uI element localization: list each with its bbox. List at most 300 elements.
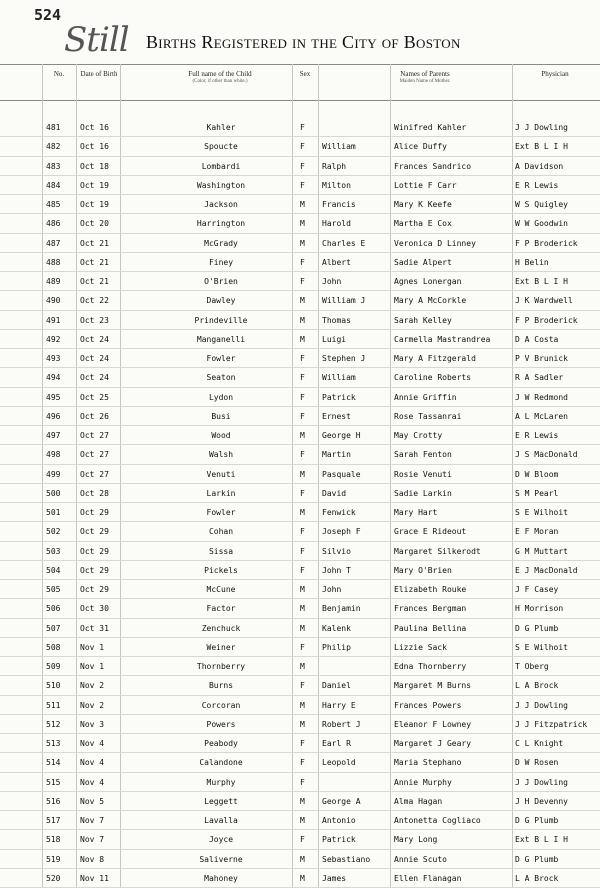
father-name: Milton — [322, 180, 351, 190]
birth-date: Nov 8 — [80, 854, 105, 864]
page-number: 524 — [34, 6, 62, 24]
child-name: Dawley — [206, 296, 236, 306]
child-name: Fowler — [206, 354, 236, 363]
record-number: 520 — [46, 873, 61, 883]
mother-name: Margaret M Burns — [394, 681, 472, 691]
mother-name: Frances Sandrico — [394, 161, 472, 171]
child-name: Walsh — [208, 450, 234, 460]
child-name: Peabody — [204, 739, 238, 748]
physician: E F Moran — [515, 527, 559, 537]
column-header-parents-label: Names of Parents — [400, 70, 450, 78]
birth-date: Oct 28 — [80, 488, 109, 498]
record-number: 495 — [46, 392, 61, 402]
table-row — [0, 157, 600, 176]
physician: J W Redmond — [515, 392, 568, 402]
child-name: Washington — [196, 180, 246, 190]
sex: F — [300, 450, 305, 460]
handwritten-title: Still — [64, 20, 129, 60]
child-name: Lavalla — [204, 816, 238, 825]
record-number: 498 — [46, 450, 61, 460]
child-name: Leggett — [204, 796, 238, 806]
birth-date: Oct 27 — [80, 469, 109, 479]
record-number: 484 — [46, 180, 61, 190]
birth-date: Oct 31 — [80, 623, 109, 633]
physician: L A Brock — [515, 681, 559, 691]
record-number: 490 — [46, 296, 61, 306]
father-name: Luigi — [322, 334, 347, 344]
birth-date: Nov 11 — [80, 873, 109, 883]
sex: M — [300, 854, 305, 864]
physician: Ext B L I H — [515, 277, 568, 286]
child-name: Powers — [206, 719, 236, 729]
record-number: 499 — [46, 469, 61, 479]
child-name: O'Brien — [204, 277, 238, 286]
sex: M — [300, 700, 305, 710]
mother-name: Maria Stephano — [394, 758, 462, 768]
sex: F — [300, 488, 305, 498]
mother-name: Elizabeth Rouke — [394, 585, 467, 594]
record-number: 511 — [46, 700, 61, 710]
father-name: John T — [322, 565, 351, 575]
mother-name: Carmella Mastrandrea — [394, 334, 491, 344]
father-name: Francis — [322, 200, 356, 209]
birth-date: Oct 21 — [80, 277, 109, 286]
table-row — [0, 753, 600, 772]
father-name: William — [322, 373, 356, 383]
mother-name: Annie Murphy — [394, 777, 452, 787]
table-row — [0, 272, 600, 291]
table-row — [0, 676, 600, 695]
father-name: Albert — [322, 257, 351, 267]
physician: J J Dowling — [515, 123, 568, 132]
sex: F — [300, 565, 305, 575]
child-name: Factor — [206, 604, 236, 614]
table-row — [0, 696, 600, 715]
record-number: 513 — [46, 739, 61, 748]
mother-name: Mary Long — [394, 835, 438, 845]
physician: J J Dowling — [515, 777, 568, 787]
physician: Ext B L I H — [515, 142, 568, 152]
sex: M — [300, 796, 305, 806]
birth-records-table — [0, 118, 600, 888]
sex: F — [300, 142, 305, 152]
table-row — [0, 137, 600, 156]
child-name: Harrington — [196, 219, 246, 229]
physician: G M Muttart — [515, 546, 568, 556]
birth-date: Oct 29 — [80, 527, 109, 537]
table-row — [0, 426, 600, 445]
table-row — [0, 349, 600, 368]
record-number: 504 — [46, 565, 61, 575]
birth-date: Oct 21 — [80, 257, 109, 267]
physician: E R Lewis — [515, 180, 559, 190]
physician: J J Dowling — [515, 700, 568, 710]
birth-date: Oct 30 — [80, 604, 109, 614]
table-row — [0, 850, 600, 869]
child-name: Lombardi — [201, 161, 241, 171]
physician: R A Sadler — [515, 373, 564, 383]
sex: F — [300, 411, 305, 421]
record-number: 489 — [46, 277, 61, 286]
child-name: McGrady — [204, 238, 238, 248]
birth-date: Oct 19 — [80, 200, 109, 209]
father-name: Ernest — [322, 411, 351, 421]
table-row — [0, 580, 600, 599]
physician: F P Broderick — [515, 315, 578, 325]
record-number: 485 — [46, 200, 61, 209]
record-number: 501 — [46, 508, 61, 517]
sex: F — [300, 681, 305, 691]
birth-date: Nov 4 — [80, 758, 105, 768]
sex: M — [300, 469, 305, 479]
mother-name: Antonetta Cogliaco — [394, 816, 481, 825]
mother-name: Mary O'Brien — [394, 565, 452, 575]
sex: F — [300, 373, 305, 383]
father-name: Harold — [322, 219, 351, 229]
father-name: Martin — [322, 450, 351, 460]
physician: Ext B L I H — [515, 835, 568, 845]
birth-date: Oct 24 — [80, 354, 109, 363]
father-name: Antonio — [322, 816, 356, 825]
table-row — [0, 484, 600, 503]
child-name: Larkin — [206, 488, 236, 498]
sex: M — [300, 296, 305, 306]
father-name: George H — [322, 431, 361, 440]
birth-date: Oct 26 — [80, 411, 109, 421]
father-name: David — [322, 488, 347, 498]
father-name: Joseph F — [322, 527, 361, 537]
father-name: Pasquale — [322, 469, 361, 479]
record-number: 508 — [46, 642, 61, 652]
birth-date: Oct 29 — [80, 546, 109, 556]
birth-date: Nov 2 — [80, 700, 105, 710]
sex: M — [300, 585, 305, 594]
column-header-child-label: Full name of the Child — [188, 70, 252, 78]
record-number: 505 — [46, 585, 61, 594]
father-name: Leopold — [322, 758, 356, 768]
mother-name: Alma Hagan — [394, 796, 443, 806]
mother-name: Mary A McCorkle — [394, 296, 467, 306]
birth-date: Nov 1 — [80, 642, 105, 652]
table-row — [0, 465, 600, 484]
mother-name: Veronica D Linney — [394, 238, 476, 248]
physician: E J MacDonald — [515, 565, 578, 575]
column-header-no: No. — [53, 70, 65, 78]
header-rule-top — [0, 64, 600, 65]
mother-name: Eleanor F Lowney — [394, 719, 472, 729]
birth-date: Nov 7 — [80, 835, 105, 845]
table-row — [0, 311, 600, 330]
physician: E R Lewis — [515, 431, 559, 440]
table-row — [0, 388, 600, 407]
mother-name: Rosie Venuti — [394, 469, 452, 479]
birth-date: Oct 23 — [80, 315, 109, 325]
father-name: William — [322, 142, 356, 152]
father-name: Kalenk — [322, 623, 351, 633]
child-name: Finey — [208, 257, 234, 267]
physician: F P Broderick — [515, 238, 578, 248]
table-row — [0, 234, 600, 253]
child-name: Wood — [211, 431, 231, 440]
mother-name: Agnes Lonergan — [394, 277, 462, 286]
mother-name: Lottie F Carr — [394, 180, 457, 190]
sex: M — [300, 604, 305, 614]
mother-name: Rose Tassanrai — [394, 411, 462, 421]
child-name: Jackson — [204, 200, 238, 209]
birth-date: Oct 18 — [80, 161, 109, 171]
sex: F — [300, 739, 305, 748]
child-name: Prindeville — [194, 315, 248, 325]
birth-date: Oct 27 — [80, 431, 109, 440]
father-name: Patrick — [322, 392, 356, 402]
child-name: Thornberry — [196, 662, 246, 671]
record-number: 509 — [46, 662, 61, 671]
birth-date: Oct 25 — [80, 392, 109, 402]
mother-name: Sarah Fenton — [394, 450, 452, 460]
column-header-child — [150, 70, 290, 86]
mother-name: Frances Bergman — [394, 604, 467, 614]
table-row — [0, 253, 600, 272]
father-name: John — [322, 277, 342, 286]
child-name: Burns — [208, 681, 234, 691]
sex: F — [300, 123, 305, 132]
table-row — [0, 368, 600, 387]
table-row — [0, 522, 600, 541]
sex: M — [300, 623, 305, 633]
column-header-physician: Physician — [541, 70, 569, 78]
table-row — [0, 195, 600, 214]
physician: D G Plumb — [515, 816, 559, 825]
child-name: Spoucte — [204, 142, 238, 152]
record-number: 494 — [46, 373, 61, 383]
sex: F — [300, 777, 305, 787]
child-name: Calandone — [199, 758, 243, 768]
mother-name: Margaret Silkerodt — [394, 546, 481, 556]
mother-name: Caroline Roberts — [394, 373, 472, 383]
birth-date: Oct 21 — [80, 238, 109, 248]
mother-name: Edna Thornberry — [394, 662, 467, 671]
child-name: Venuti — [206, 469, 236, 479]
record-number: 512 — [46, 719, 61, 729]
physician: W S Quigley — [515, 200, 568, 209]
table-row — [0, 869, 600, 888]
child-name: Murphy — [206, 777, 236, 787]
physician: D A Costa — [515, 334, 559, 344]
sex: M — [300, 315, 305, 325]
father-name: Harry E — [322, 700, 356, 710]
column-header-parents — [350, 70, 500, 86]
record-number: 481 — [46, 123, 61, 132]
sex: F — [300, 642, 305, 652]
birth-date: Oct 24 — [80, 334, 109, 344]
table-row — [0, 445, 600, 464]
child-name: Corcoran — [201, 700, 241, 710]
sex: F — [300, 180, 305, 190]
child-name: Weiner — [206, 642, 236, 652]
record-number: 515 — [46, 777, 61, 787]
record-number: 482 — [46, 142, 61, 152]
physician: C L Knight — [515, 739, 564, 748]
physician: S M Pearl — [515, 488, 559, 498]
table-row — [0, 542, 600, 561]
physician: J H Devenny — [515, 796, 568, 806]
table-row — [0, 407, 600, 426]
record-number: 506 — [46, 604, 61, 614]
child-name: Sissa — [208, 546, 234, 556]
father-name: Philip — [322, 642, 351, 652]
record-number: 507 — [46, 623, 61, 633]
birth-date: Oct 29 — [80, 508, 109, 517]
table-row — [0, 330, 600, 349]
physician: S E Wilhoit — [515, 508, 568, 517]
birth-date: Nov 2 — [80, 681, 105, 691]
physician: A L McLaren — [515, 411, 568, 421]
table-row — [0, 118, 600, 137]
sex: F — [300, 354, 305, 363]
table-row — [0, 619, 600, 638]
table-row — [0, 657, 600, 676]
record-number: 492 — [46, 334, 61, 344]
sex: M — [300, 219, 305, 229]
birth-date: Oct 16 — [80, 142, 109, 152]
child-name: Joyce — [208, 835, 234, 845]
birth-date: Nov 7 — [80, 816, 105, 825]
mother-name: Alice Duffy — [394, 142, 447, 152]
record-number: 517 — [46, 816, 61, 825]
record-number: 514 — [46, 758, 61, 768]
child-name: Mahoney — [204, 873, 238, 883]
child-name: Lydon — [208, 392, 234, 402]
sex: M — [300, 238, 305, 248]
mother-name: Paulina Bellina — [394, 623, 467, 633]
table-row — [0, 503, 600, 522]
table-row — [0, 599, 600, 618]
mother-name: Mary A Fitzgerald — [394, 354, 476, 363]
sex: M — [300, 334, 305, 344]
sex: M — [300, 662, 305, 671]
child-name: Zenchuck — [201, 623, 241, 633]
father-name: William J — [322, 296, 366, 306]
sex: F — [300, 835, 305, 845]
sex: M — [300, 873, 305, 883]
father-name: Silvio — [322, 546, 351, 556]
column-header-sex: Sex — [299, 70, 311, 78]
column-header-date: Date of Birth — [80, 70, 118, 78]
father-name: Benjamin — [322, 604, 361, 614]
table-row — [0, 830, 600, 849]
physician: D W Bloom — [515, 469, 559, 479]
child-name: Fowler — [206, 508, 236, 517]
record-number: 488 — [46, 257, 61, 267]
birth-date: Oct 19 — [80, 180, 109, 190]
sex: M — [300, 719, 305, 729]
physician: P V Brunick — [515, 354, 568, 363]
birth-date: Oct 29 — [80, 565, 109, 575]
mother-name: Martha E Cox — [394, 219, 452, 229]
sex: M — [300, 431, 305, 440]
table-row — [0, 792, 600, 811]
table-row — [0, 734, 600, 753]
birth-date: Oct 22 — [80, 296, 109, 306]
father-name: Sebastiano — [322, 854, 371, 864]
mother-name: Grace E Rideout — [394, 527, 467, 537]
sex: F — [300, 161, 305, 171]
father-name: Charles E — [322, 238, 366, 248]
birth-date: Oct 20 — [80, 219, 109, 229]
sex: F — [300, 527, 305, 537]
sex: F — [300, 277, 305, 286]
child-name: Pickels — [204, 565, 238, 575]
record-number: 487 — [46, 238, 61, 248]
record-number: 486 — [46, 219, 61, 229]
physician: L A Brock — [515, 873, 559, 883]
father-name: Ralph — [322, 161, 347, 171]
child-name: Kahler — [206, 123, 236, 132]
record-number: 503 — [46, 546, 61, 556]
record-number: 491 — [46, 315, 61, 325]
father-name: James — [322, 873, 347, 883]
sex: F — [300, 758, 305, 768]
father-name: Earl R — [322, 739, 351, 748]
child-name: McCune — [206, 585, 236, 594]
sex: M — [300, 200, 305, 209]
birth-date: Nov 5 — [80, 796, 105, 806]
record-number: 518 — [46, 835, 61, 845]
birth-date: Nov 3 — [80, 719, 105, 729]
table-row — [0, 291, 600, 310]
mother-name: Annie Griffin — [394, 392, 457, 402]
mother-name: Sarah Kelley — [394, 315, 452, 325]
table-row — [0, 214, 600, 233]
mother-name: Mary K Keefe — [394, 200, 452, 209]
physician: A Davidson — [515, 161, 564, 171]
record-number: 497 — [46, 431, 61, 440]
record-number: 502 — [46, 527, 61, 537]
birth-date: Oct 24 — [80, 373, 109, 383]
header-rule-bottom — [0, 100, 600, 101]
record-number: 483 — [46, 161, 61, 171]
father-name: Fenwick — [322, 508, 356, 517]
father-name: Thomas — [322, 315, 351, 325]
mother-name: Sadie Larkin — [394, 488, 452, 498]
mother-name: Sadie Alpert — [394, 257, 452, 267]
sex: F — [300, 257, 305, 267]
table-row — [0, 176, 600, 195]
mother-name: Margaret J Geary — [394, 739, 472, 748]
child-name: Saliverne — [199, 854, 243, 864]
birth-date: Nov 4 — [80, 777, 105, 787]
record-number: 493 — [46, 354, 61, 363]
record-number: 510 — [46, 681, 61, 691]
birth-date: Nov 4 — [80, 739, 105, 748]
column-header-parents-note: Maiden Name of Mother. — [399, 79, 451, 84]
physician: J F Casey — [515, 585, 559, 594]
mother-name: May Crotty — [394, 431, 443, 440]
record-number: 519 — [46, 854, 61, 864]
table-row — [0, 811, 600, 830]
physician: D W Rosen — [515, 758, 559, 768]
physician: D G Plumb — [515, 854, 559, 864]
page-title: Births Registered in the City of Boston — [146, 32, 461, 52]
father-name: George A — [322, 796, 361, 806]
table-row — [0, 773, 600, 792]
mother-name: Annie Scuto — [394, 854, 447, 864]
mother-name: Winifred Kahler — [394, 123, 467, 132]
table-row — [0, 715, 600, 734]
father-name: Robert J — [322, 719, 361, 729]
sex: F — [300, 546, 305, 556]
record-number: 496 — [46, 411, 61, 421]
